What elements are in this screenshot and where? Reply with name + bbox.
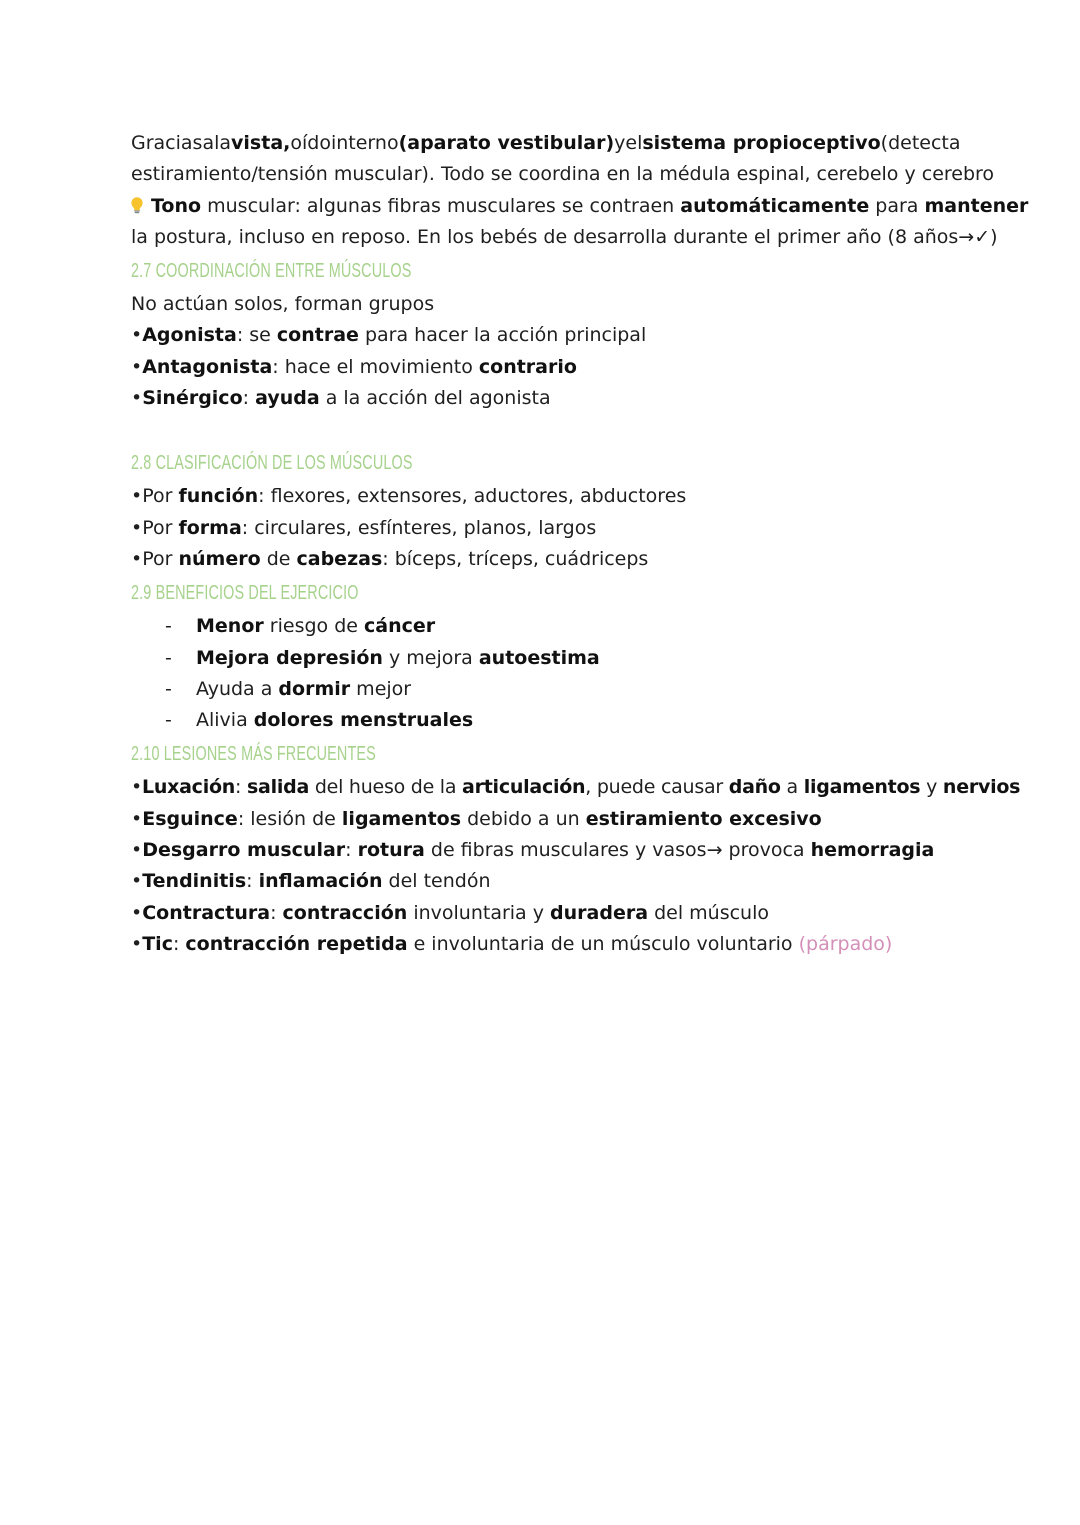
text-bold: estiramiento excesivo <box>585 807 822 830</box>
text: : <box>235 776 247 799</box>
list-item-tendinitis <box>131 866 949 897</box>
text: muscular: algunas fibras musculares se contraen <box>201 194 681 217</box>
text: del músculo <box>648 901 769 924</box>
text: para <box>869 194 925 217</box>
text-bold: ligamentos <box>341 807 462 830</box>
list-item-tic <box>131 929 949 960</box>
text-bold: número <box>178 547 261 570</box>
text-bold: automáticamente <box>680 194 870 217</box>
word: interno <box>330 132 399 154</box>
document-page <box>131 128 1029 960</box>
s27-intro: No actúan solos, forman grupos <box>131 293 435 316</box>
text-bold: Antagonista <box>142 355 273 378</box>
text-bold: contracción repetida <box>185 932 408 955</box>
text-bold: Menor <box>196 615 264 638</box>
text: de fibras musculares y vasos→ provoca <box>424 839 811 862</box>
bullet-icon: • <box>131 870 143 893</box>
tono-bold: Tono <box>151 194 202 217</box>
text-bold: contracción <box>282 901 408 924</box>
heading-2-8: 2.8 CLASIFICACIÓN DE LOS MÚSCULOS <box>131 452 413 475</box>
text: Alivia <box>196 709 254 732</box>
lightbulb-icon <box>131 193 143 208</box>
bullet-icon: • <box>131 387 143 410</box>
text: : flexores, extensores, aductores, abductores <box>258 485 687 508</box>
bullet-icon: • <box>131 355 143 378</box>
text: a <box>780 776 804 799</box>
list-item-agonista <box>131 320 949 351</box>
text: : <box>345 839 358 862</box>
word: y <box>614 132 626 154</box>
text-bold: contrae <box>276 324 359 347</box>
text: , puede causar <box>585 776 729 799</box>
bullet-icon: • <box>131 839 143 862</box>
text-bold: contrario <box>478 355 577 378</box>
list-item-sinergico <box>131 383 949 414</box>
heading-2-9: 2.9 BENEFICIOS DEL EJERCICIO <box>131 582 359 605</box>
list-item-cancer <box>131 611 949 642</box>
text-bold: Tic <box>142 932 173 955</box>
list-item-antagonista <box>131 352 949 383</box>
text-bold: función <box>178 485 259 508</box>
text: del tendón <box>382 870 491 893</box>
list-item-esguince <box>131 804 949 835</box>
list-item-dormir <box>131 674 949 705</box>
text: : <box>270 901 283 924</box>
text-bold: dolores menstruales <box>253 709 474 732</box>
text-bold: Desgarro muscular <box>142 839 346 862</box>
text-bold: dormir <box>278 677 351 700</box>
text: riesgo de <box>263 615 364 638</box>
text-bold: autoestima <box>478 646 600 669</box>
list-item-depresion <box>131 643 949 674</box>
text-bold: ligamentos <box>803 776 921 799</box>
text: : lesión de <box>237 807 342 830</box>
word-bold: sistema propioceptivo <box>642 132 881 154</box>
text-bold: forma <box>178 516 242 539</box>
text-bold: hemorragia <box>810 839 935 862</box>
text-bold: Sinérgico <box>142 387 243 410</box>
text: : hace el movimiento <box>272 355 479 378</box>
parpado-note: (párpado) <box>798 932 893 955</box>
text: e involuntaria de un músculo voluntario <box>407 932 799 955</box>
text: y mejora <box>382 646 479 669</box>
word: (detecta <box>880 132 961 154</box>
text-bold: cabezas <box>296 547 383 570</box>
text: : se <box>236 324 277 347</box>
text-bold: inflamación <box>258 870 383 893</box>
text: Por <box>142 547 179 570</box>
word-bold: (aparato vestibular) <box>398 132 615 154</box>
text-bold: rotura <box>357 839 425 862</box>
text: debido a un <box>461 807 586 830</box>
intro-line-1 <box>131 128 961 159</box>
bullet-icon: • <box>131 485 143 508</box>
text-bold: Mejora depresión <box>196 646 383 669</box>
text: para hacer la acción principal <box>358 324 647 347</box>
text: de <box>260 547 297 570</box>
bullet-icon: • <box>131 547 143 570</box>
text: a la acción del agonista <box>319 387 551 410</box>
word: Gracias <box>131 132 203 154</box>
text-bold: articulación <box>462 776 586 799</box>
text-bold: Contractura <box>142 901 271 924</box>
text: y <box>920 776 943 799</box>
dash-bullet: - <box>165 615 172 638</box>
text: : bíceps, tríceps, cuádriceps <box>382 547 649 570</box>
dash-bullet: - <box>165 677 172 700</box>
text-bold: nervios <box>942 776 1021 799</box>
intro-line-3 <box>131 191 1029 222</box>
text-bold: mantener <box>924 194 1029 217</box>
bullet-icon: • <box>131 516 143 539</box>
list-item-contractura <box>131 898 949 929</box>
bullet-icon: • <box>131 776 142 799</box>
text: : circulares, esfínteres, planos, largos <box>241 516 597 539</box>
text-bold: Tendinitis <box>142 870 247 893</box>
text-bold: ayuda <box>255 387 320 410</box>
word: a <box>202 132 215 154</box>
list-item-dolores <box>131 705 949 736</box>
dash-bullet: - <box>165 646 172 669</box>
text-bold: Agonista <box>142 324 237 347</box>
text: : <box>242 387 256 410</box>
text-bold: cáncer <box>363 615 436 638</box>
text: : <box>172 932 186 955</box>
text: del hueso de la <box>309 776 463 799</box>
bullet-icon: • <box>131 324 143 347</box>
text-bold: Luxación <box>141 776 236 799</box>
text: Por <box>142 485 179 508</box>
list-item-forma <box>131 513 949 544</box>
bullet-icon: • <box>131 807 143 830</box>
intro-line-4: la postura, incluso en reposo. En los bebés de desarrolla durante el primer año (8 años→✓) <box>131 225 998 248</box>
text: mejor <box>350 677 412 700</box>
list-item-cabezas <box>131 544 949 575</box>
text-bold: daño <box>728 776 781 799</box>
bullet-icon: • <box>131 901 143 924</box>
dash-bullet: - <box>165 709 172 732</box>
word: el <box>625 132 643 154</box>
text-bold: salida <box>247 776 310 799</box>
list-item-luxacion <box>131 772 1021 803</box>
bullet-icon: • <box>131 932 143 955</box>
list-item-funcion <box>131 481 949 512</box>
text: involuntaria y <box>407 901 551 924</box>
intro-line-2: estiramiento/tensión muscular). Todo se coordina en la médula espinal, cerebelo y cerebro <box>131 163 995 186</box>
list-item-desgarro <box>131 835 949 866</box>
word: la <box>214 132 232 154</box>
text-bold: duradera <box>550 901 649 924</box>
word-bold: vista, <box>231 132 291 154</box>
text-bold: Esguince <box>142 807 238 830</box>
word: oído <box>290 132 331 154</box>
heading-2-10: 2.10 LESIONES MÁS FRECUENTES <box>131 743 376 766</box>
text: Ayuda a <box>196 677 279 700</box>
text: Por <box>142 516 179 539</box>
text: : <box>246 870 259 893</box>
spacer <box>131 414 949 445</box>
heading-2-7: 2.7 COORDINACIÓN ENTRE MÚSCULOS <box>131 260 412 283</box>
